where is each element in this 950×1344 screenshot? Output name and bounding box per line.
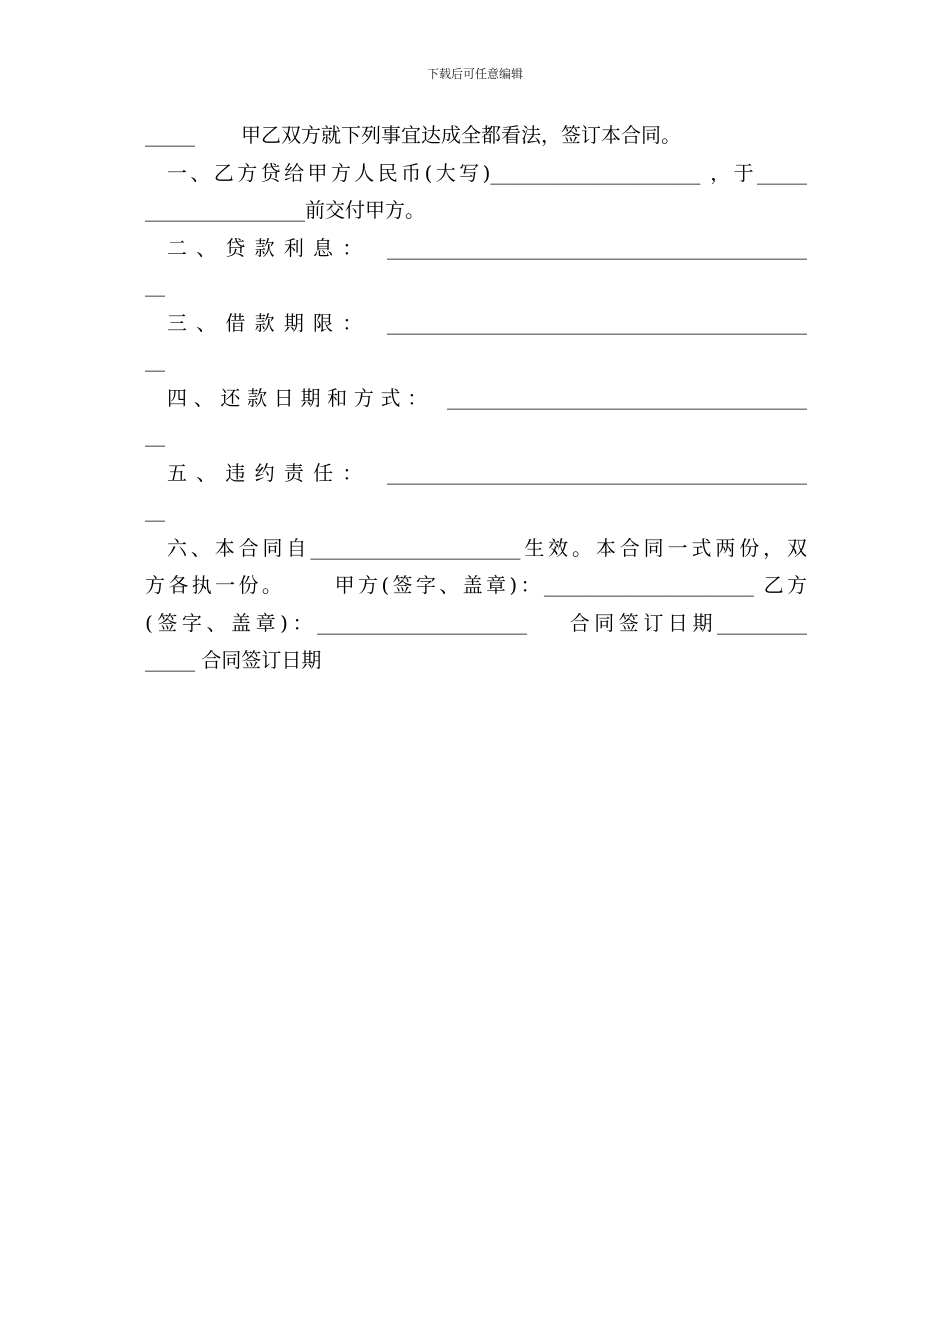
blank-field: _____: [145, 123, 195, 147]
term-blank: __________________________________________: [387, 310, 807, 335]
party-b-label: 乙方: [763, 573, 807, 597]
clause-1-line-2: [145, 192, 807, 230]
clause-5-overflow: [145, 492, 807, 530]
signing-date-label-2: 合同签订日期: [201, 648, 322, 672]
clause-3-line: [145, 305, 807, 343]
term-blank-cont: __: [145, 348, 165, 372]
contract-body: [145, 117, 807, 680]
signing-date-label: 合同签订日期: [565, 610, 718, 635]
date-blank-cont: ________________: [145, 198, 305, 222]
clause-4-line: [145, 380, 807, 418]
clause-3-overflow: [145, 342, 807, 380]
repayment-blank-cont: __: [145, 423, 165, 447]
signing-date-line: [145, 642, 807, 680]
liability-blank-cont: __: [145, 498, 165, 522]
clause-6-text: 六、本合同自: [167, 535, 311, 560]
clause-1-line-1: [145, 155, 807, 193]
intro-text: 甲乙双方就下列事宜达成全都看法，签订本合同。: [241, 123, 681, 147]
clause-6-text-b: 生效。本合同一式两份，双: [520, 535, 807, 560]
party-a-signature-blank: _____________________: [543, 573, 754, 597]
clause-6-line-1: [145, 530, 807, 568]
interest-blank-cont: __: [145, 273, 165, 297]
party-b-signature-blank: _____________________: [317, 610, 528, 635]
effective-date-blank: _____________________: [310, 535, 521, 560]
liability-blank: __________________________________________: [387, 460, 807, 485]
signing-date-blank-cont: _____: [145, 648, 195, 672]
party-a-signature-label: 甲方(签字、盖章)：: [331, 573, 544, 597]
clause-2-line: [145, 230, 807, 268]
intro-line: [145, 117, 807, 155]
date-blank: _____: [757, 160, 807, 185]
clause-1-text-b: ，于: [710, 160, 758, 185]
amount-blank: _____________________: [490, 160, 701, 185]
clause-5-line: [145, 455, 807, 493]
signing-date-blank: _________: [717, 610, 807, 635]
clause-3-label: 三、借款期限：: [167, 310, 372, 335]
interest-blank: __________________________________________: [387, 235, 807, 260]
party-b-signature-label: (签字、盖章)：: [145, 610, 318, 635]
repayment-blank: ____________________________________: [447, 385, 807, 410]
clause-2-label: 二、贷款利息：: [167, 235, 372, 260]
clause-4-label: 四、还款日期和方式：: [167, 385, 434, 410]
clause-6-text-c: 方各执一份。: [145, 573, 286, 597]
clause-5-label: 五、违约责任：: [167, 460, 372, 485]
clause-1-text: 一、乙方贷给甲方人民币(大写): [167, 160, 491, 185]
header-text: 下载后可任意编辑: [426, 67, 523, 81]
signature-line: [145, 605, 807, 643]
clause-6-line-2: [145, 567, 807, 605]
clause-4-overflow: [145, 417, 807, 455]
clause-2-overflow: [145, 267, 807, 305]
page-header: [0, 66, 950, 82]
clause-1-text-c: 前交付甲方。: [305, 198, 425, 222]
